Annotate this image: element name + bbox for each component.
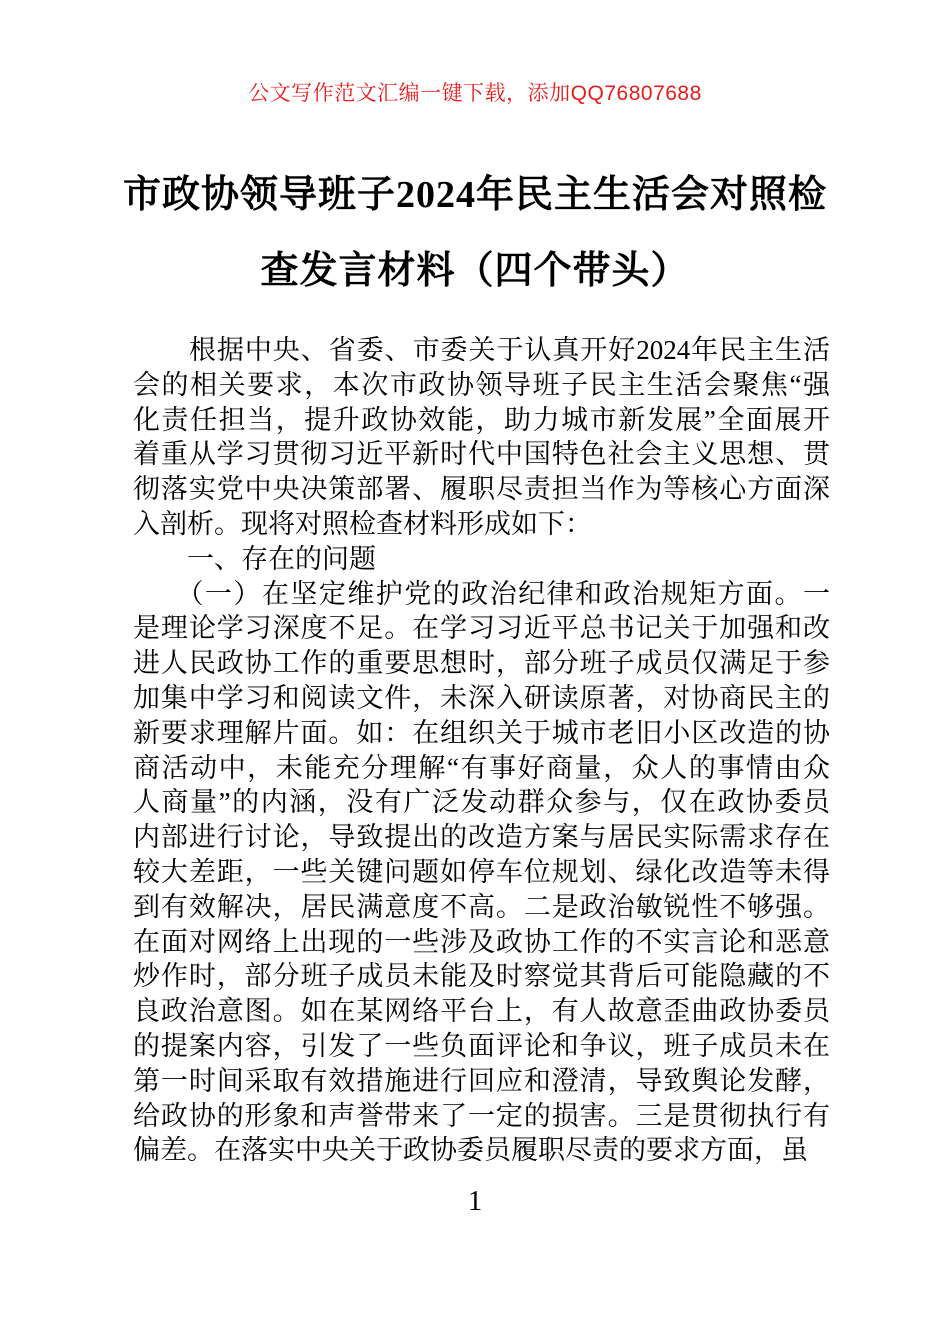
text-line: 着重从学习贯彻习近平新时代中国特色社会主义思想、贯: [133, 439, 830, 470]
text-line: 新要求理解片面。如：在组织关于城市老旧小区改造的协: [133, 717, 830, 748]
text-line: 一、存在的问题: [133, 543, 376, 574]
text-line: 是理论学习深度不足。在学习习近平总书记关于加强和改: [133, 613, 830, 644]
text-line: 会的相关要求，本次市政协领导班子民主生活会聚焦“强: [133, 369, 830, 400]
text-line: 较大差距，一些关键问题如停车位规划、绿化改造等未得: [133, 856, 830, 887]
text-line: 商活动中，未能充分理解“有事好商量，众人的事情由众: [133, 752, 830, 783]
text-line: 良政治意图。如在某网络平台上，有人故意歪曲政协委员: [133, 996, 830, 1027]
page-number: 1: [467, 1185, 483, 1217]
text-line: 给政协的形象和声誉带来了一定的损害。三是贯彻执行有: [133, 1100, 830, 1131]
text-line: 彻落实党中央决策部署、履职尽责担当作为等核心方面深: [133, 474, 830, 505]
document-title-line-1: 市政协领导班子2024年民主生活会对照检: [122, 174, 827, 216]
text-line: 化责任担当，提升政协效能，助力城市新发展”全面展开: [133, 404, 830, 435]
text-line: 的提案内容，引发了一些负面评论和争议，班子成员未在: [133, 1030, 830, 1061]
document-title: [100, 157, 850, 309]
text-line: 偏差。在落实中央关于政协委员履职尽责的要求方面，虽: [133, 1135, 808, 1166]
text-line: 根据中央、省委、市委关于认真开好2024年民主生活: [133, 335, 830, 365]
text-line: 入剖析。现将对照检查材料形成如下：: [133, 508, 592, 539]
document-body: [133, 333, 830, 1168]
promo-header-text: 公文写作范文汇编一键下载，添加QQ76807688: [248, 82, 702, 105]
text-line: 第一时间采取有效措施进行回应和澄清，导致舆论发酵，: [133, 1065, 830, 1096]
text-line: 在面对网络上出现的一些涉及政协工作的不实言论和恶意: [133, 926, 830, 957]
text-line: （一）在坚定维护党的政治纪律和政治规矩方面。一: [133, 578, 830, 609]
text-line: 炒作时，部分班子成员未能及时察觉其背后可能隐藏的不: [133, 961, 830, 992]
text-line: 内部进行讨论，导致提出的改造方案与居民实际需求存在: [133, 822, 830, 853]
text-line: 到有效解决，居民满意度不高。二是政治敏锐性不够强。: [133, 891, 830, 922]
document-title-line-2: 查发言材料（四个带头）: [260, 250, 690, 292]
text-line: 加集中学习和阅读文件，未深入研读原著，对协商民主的: [133, 682, 830, 713]
text-line: 人商量”的内涵，没有广泛发动群众参与，仅在政协委员: [133, 787, 830, 818]
text-line: 进人民政协工作的重要思想时，部分班子成员仅满足于参: [133, 648, 830, 679]
